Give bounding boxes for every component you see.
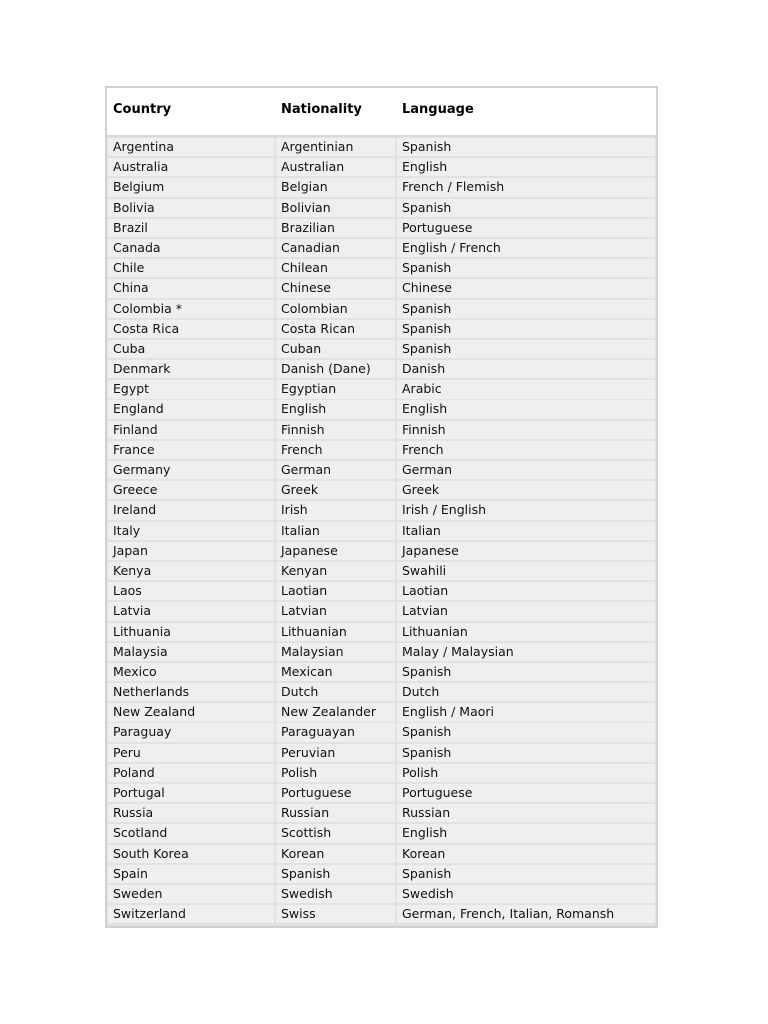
country-cell: Germany — [108, 461, 274, 479]
table-body — [107, 137, 656, 926]
country-cell: Costa Rica — [108, 320, 274, 338]
language-cell: Korean — [397, 845, 655, 863]
nationality-cell: Korean — [276, 845, 395, 863]
table-row — [107, 178, 656, 196]
country-cell: Bolivia — [108, 199, 274, 217]
country-cell: Malaysia — [108, 643, 274, 661]
table-row — [107, 239, 656, 257]
table-row — [107, 562, 656, 580]
nationality-cell: French — [276, 441, 395, 459]
table-row — [107, 602, 656, 620]
nationality-cell: Mexican — [276, 663, 395, 681]
table-row — [107, 219, 656, 237]
country-cell: Lithuania — [108, 623, 274, 641]
language-cell: Spanish — [397, 199, 655, 217]
nationality-cell: Swiss — [276, 905, 395, 923]
table-row — [107, 542, 656, 560]
language-cell: Spanish — [397, 340, 655, 358]
nationality-cell: Brazilian — [276, 219, 395, 237]
language-cell: English — [397, 824, 655, 842]
country-cell: Argentina — [108, 138, 274, 156]
table-row — [107, 158, 656, 176]
nationality-cell: Finnish — [276, 421, 395, 439]
table-row — [107, 845, 656, 863]
country-cell: South Korea — [108, 845, 274, 863]
country-cell: Ireland — [108, 501, 274, 519]
country-cell: New Zealand — [108, 703, 274, 721]
nationality-cell: Scottish — [276, 824, 395, 842]
country-cell: Portugal — [108, 784, 274, 802]
language-cell: Spanish — [397, 744, 655, 762]
language-cell: German, French, Italian, Romansh — [397, 905, 655, 923]
language-cell: Polish — [397, 764, 655, 782]
country-cell: Netherlands — [108, 683, 274, 701]
nationality-cell: Chilean — [276, 259, 395, 277]
country-cell: Japan — [108, 542, 274, 560]
language-cell: English — [397, 400, 655, 418]
nationality-cell: Canadian — [276, 239, 395, 257]
language-cell: Russian — [397, 804, 655, 822]
country-cell: Denmark — [108, 360, 274, 378]
table-row — [107, 421, 656, 439]
table-row — [107, 824, 656, 842]
nationality-cell: English — [276, 400, 395, 418]
language-cell: Chinese — [397, 279, 655, 297]
country-cell: Australia — [108, 158, 274, 176]
language-cell: Malay / Malaysian — [397, 643, 655, 661]
language-cell: Portuguese — [397, 784, 655, 802]
country-cell: Brazil — [108, 219, 274, 237]
nationality-cell: New Zealander — [276, 703, 395, 721]
nationality-table — [105, 86, 658, 928]
country-cell: Laos — [108, 582, 274, 600]
nationality-cell: Paraguayan — [276, 723, 395, 741]
nationality-cell: Italian — [276, 522, 395, 540]
country-cell: Switzerland — [108, 905, 274, 923]
table-row — [107, 340, 656, 358]
country-cell: Scotland — [108, 824, 274, 842]
language-cell: Japanese — [397, 542, 655, 560]
language-cell: Laotian — [397, 582, 655, 600]
language-cell: Arabic — [397, 380, 655, 398]
nationality-cell: Laotian — [276, 582, 395, 600]
language-cell: English — [397, 158, 655, 176]
table-row — [107, 703, 656, 721]
table-row — [107, 360, 656, 378]
language-cell: Swahili — [397, 562, 655, 580]
country-cell: Kenya — [108, 562, 274, 580]
nationality-cell: Malaysian — [276, 643, 395, 661]
language-cell: Spanish — [397, 865, 655, 883]
country-cell: Peru — [108, 744, 274, 762]
language-cell: Spanish — [397, 320, 655, 338]
language-cell: Dutch — [397, 683, 655, 701]
country-cell: Cuba — [108, 340, 274, 358]
nationality-cell: Cuban — [276, 340, 395, 358]
country-cell: Sweden — [108, 885, 274, 903]
country-cell: Belgium — [108, 178, 274, 196]
nationality-cell: Japanese — [276, 542, 395, 560]
language-cell: Spanish — [397, 663, 655, 681]
nationality-cell: German — [276, 461, 395, 479]
table-row — [107, 723, 656, 741]
country-cell: Canada — [108, 239, 274, 257]
country-cell: Latvia — [108, 602, 274, 620]
nationality-cell: Chinese — [276, 279, 395, 297]
language-cell: Irish / English — [397, 501, 655, 519]
language-cell: Greek — [397, 481, 655, 499]
table-row — [107, 461, 656, 479]
nationality-cell: Irish — [276, 501, 395, 519]
language-cell: Swedish — [397, 885, 655, 903]
nationality-cell: Lithuanian — [276, 623, 395, 641]
language-cell: German — [397, 461, 655, 479]
language-cell: Latvian — [397, 602, 655, 620]
table-row — [107, 199, 656, 217]
country-cell: Chile — [108, 259, 274, 277]
nationality-cell: Kenyan — [276, 562, 395, 580]
nationality-cell: Spanish — [276, 865, 395, 883]
nationality-cell: Belgian — [276, 178, 395, 196]
table-row — [107, 885, 656, 903]
language-cell: French — [397, 441, 655, 459]
nationality-cell: Bolivian — [276, 199, 395, 217]
table-row — [107, 380, 656, 398]
country-cell: Greece — [108, 481, 274, 499]
language-cell: Portuguese — [397, 219, 655, 237]
table-row — [107, 905, 656, 923]
table-row — [107, 279, 656, 297]
nationality-cell: Colombian — [276, 300, 395, 318]
nationality-cell: Peruvian — [276, 744, 395, 762]
table-row — [107, 784, 656, 802]
table-row — [107, 320, 656, 338]
nationality-cell: Danish (Dane) — [276, 360, 395, 378]
country-cell: Mexico — [108, 663, 274, 681]
language-cell: Spanish — [397, 259, 655, 277]
header-nationality: Nationality — [281, 102, 362, 117]
table-row — [107, 582, 656, 600]
country-cell: Italy — [108, 522, 274, 540]
table-row — [107, 481, 656, 499]
language-cell: Spanish — [397, 723, 655, 741]
language-cell: English / French — [397, 239, 655, 257]
nationality-cell: Russian — [276, 804, 395, 822]
country-cell: Spain — [108, 865, 274, 883]
language-cell: Finnish — [397, 421, 655, 439]
language-cell: Danish — [397, 360, 655, 378]
nationality-cell: Dutch — [276, 683, 395, 701]
nationality-cell: Argentinian — [276, 138, 395, 156]
table-row — [107, 663, 656, 681]
table-row — [107, 400, 656, 418]
header-country: Country — [113, 102, 172, 117]
table-row — [107, 643, 656, 661]
country-cell: Russia — [108, 804, 274, 822]
country-cell: Egypt — [108, 380, 274, 398]
table-row — [107, 300, 656, 318]
country-cell: Finland — [108, 421, 274, 439]
country-cell: France — [108, 441, 274, 459]
language-cell: French / Flemish — [397, 178, 655, 196]
nationality-cell: Portuguese — [276, 784, 395, 802]
table-row — [107, 683, 656, 701]
language-cell: Spanish — [397, 138, 655, 156]
country-cell: China — [108, 279, 274, 297]
country-cell: Paraguay — [108, 723, 274, 741]
table-row — [107, 764, 656, 782]
country-cell: England — [108, 400, 274, 418]
language-cell: Italian — [397, 522, 655, 540]
language-cell: Spanish — [397, 300, 655, 318]
nationality-cell: Greek — [276, 481, 395, 499]
nationality-cell: Costa Rican — [276, 320, 395, 338]
language-cell: English / Maori — [397, 703, 655, 721]
nationality-cell: Swedish — [276, 885, 395, 903]
language-cell: Lithuanian — [397, 623, 655, 641]
table-row — [107, 522, 656, 540]
table-row — [107, 623, 656, 641]
table-row — [107, 138, 656, 156]
nationality-cell: Australian — [276, 158, 395, 176]
table-row — [107, 804, 656, 822]
nationality-cell: Egyptian — [276, 380, 395, 398]
header-language: Language — [402, 102, 474, 117]
table-row — [107, 744, 656, 762]
nationality-cell: Polish — [276, 764, 395, 782]
nationality-cell: Latvian — [276, 602, 395, 620]
table-header — [107, 88, 656, 137]
country-cell: Colombia * — [108, 300, 274, 318]
table-row — [107, 441, 656, 459]
table-row — [107, 501, 656, 519]
table-row — [107, 865, 656, 883]
country-cell: Poland — [108, 764, 274, 782]
table-row — [107, 259, 656, 277]
